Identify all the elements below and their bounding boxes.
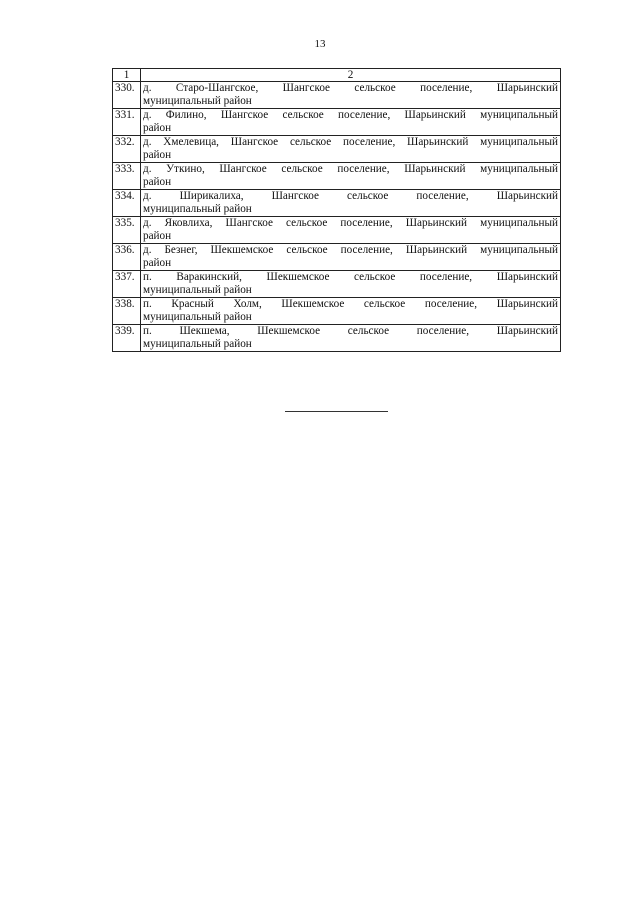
row-description-line: район [143, 175, 172, 188]
table-row [113, 82, 561, 109]
settlements-table [112, 68, 561, 352]
row-description-line: п. Красный Холм, Шекшемское сельское поселение, Шарьинский [143, 298, 558, 310]
table-row [113, 298, 561, 325]
column-header-description: 2 [141, 69, 561, 82]
row-number: 335. [113, 217, 141, 244]
row-description-line: д. Хмелевица, Шангское сельское поселение, Шарьинский муниципальный [143, 136, 558, 148]
row-description-line: муниципальный район [143, 337, 252, 350]
row-description-line: д. Уткино, Шангское сельское поселение, Шарьинский муниципальный [143, 163, 558, 175]
row-description [141, 244, 561, 271]
row-number: 332. [113, 136, 141, 163]
column-header-number: 1 [113, 69, 141, 82]
row-description-line: муниципальный район [143, 310, 252, 323]
row-description-line: район [143, 148, 172, 161]
row-description-line: район [143, 121, 172, 134]
table-header-row [113, 69, 561, 82]
row-description [141, 109, 561, 136]
row-description-line: д. Ширикалиха, Шангское сельское поселение, Шарьинский [143, 190, 558, 202]
row-number: 331. [113, 109, 141, 136]
row-description [141, 136, 561, 163]
row-description-line: п. Варакинский, Шекшемское сельское поселение, Шарьинский [143, 271, 558, 283]
row-number: 336. [113, 244, 141, 271]
row-number: 337. [113, 271, 141, 298]
table-row [113, 217, 561, 244]
row-number: 338. [113, 298, 141, 325]
row-number: 334. [113, 190, 141, 217]
table-row [113, 325, 561, 352]
row-description [141, 163, 561, 190]
row-description-line: район [143, 229, 172, 242]
row-description [141, 82, 561, 109]
row-description-line: д. Старо-Шангское, Шангское сельское поселение, Шарьинский [143, 82, 558, 94]
row-description [141, 217, 561, 244]
table-row [113, 109, 561, 136]
row-number: 333. [113, 163, 141, 190]
row-description [141, 271, 561, 298]
table-row [113, 163, 561, 190]
page-number: 13 [314, 38, 326, 50]
table-row [113, 136, 561, 163]
row-description [141, 190, 561, 217]
end-divider-line [285, 411, 388, 412]
table-row [113, 190, 561, 217]
row-description [141, 325, 561, 352]
row-description-line: муниципальный район [143, 283, 252, 296]
row-description-line: муниципальный район [143, 202, 252, 215]
row-description-line: д. Безнег, Шекшемское сельское поселение, Шарьинский муниципальный [143, 244, 558, 256]
row-description [141, 298, 561, 325]
row-number: 330. [113, 82, 141, 109]
row-description-line: п. Шекшема, Шекшемское сельское поселение, Шарьинский [143, 325, 558, 337]
row-description-line: муниципальный район [143, 94, 252, 107]
row-description-line: д. Яковлиха, Шангское сельское поселение, Шарьинский муниципальный [143, 217, 558, 229]
table-row [113, 244, 561, 271]
row-number: 339. [113, 325, 141, 352]
row-description-line: д. Филино, Шангское сельское поселение, Шарьинский муниципальный [143, 109, 558, 121]
table-row [113, 271, 561, 298]
row-description-line: район [143, 256, 172, 269]
